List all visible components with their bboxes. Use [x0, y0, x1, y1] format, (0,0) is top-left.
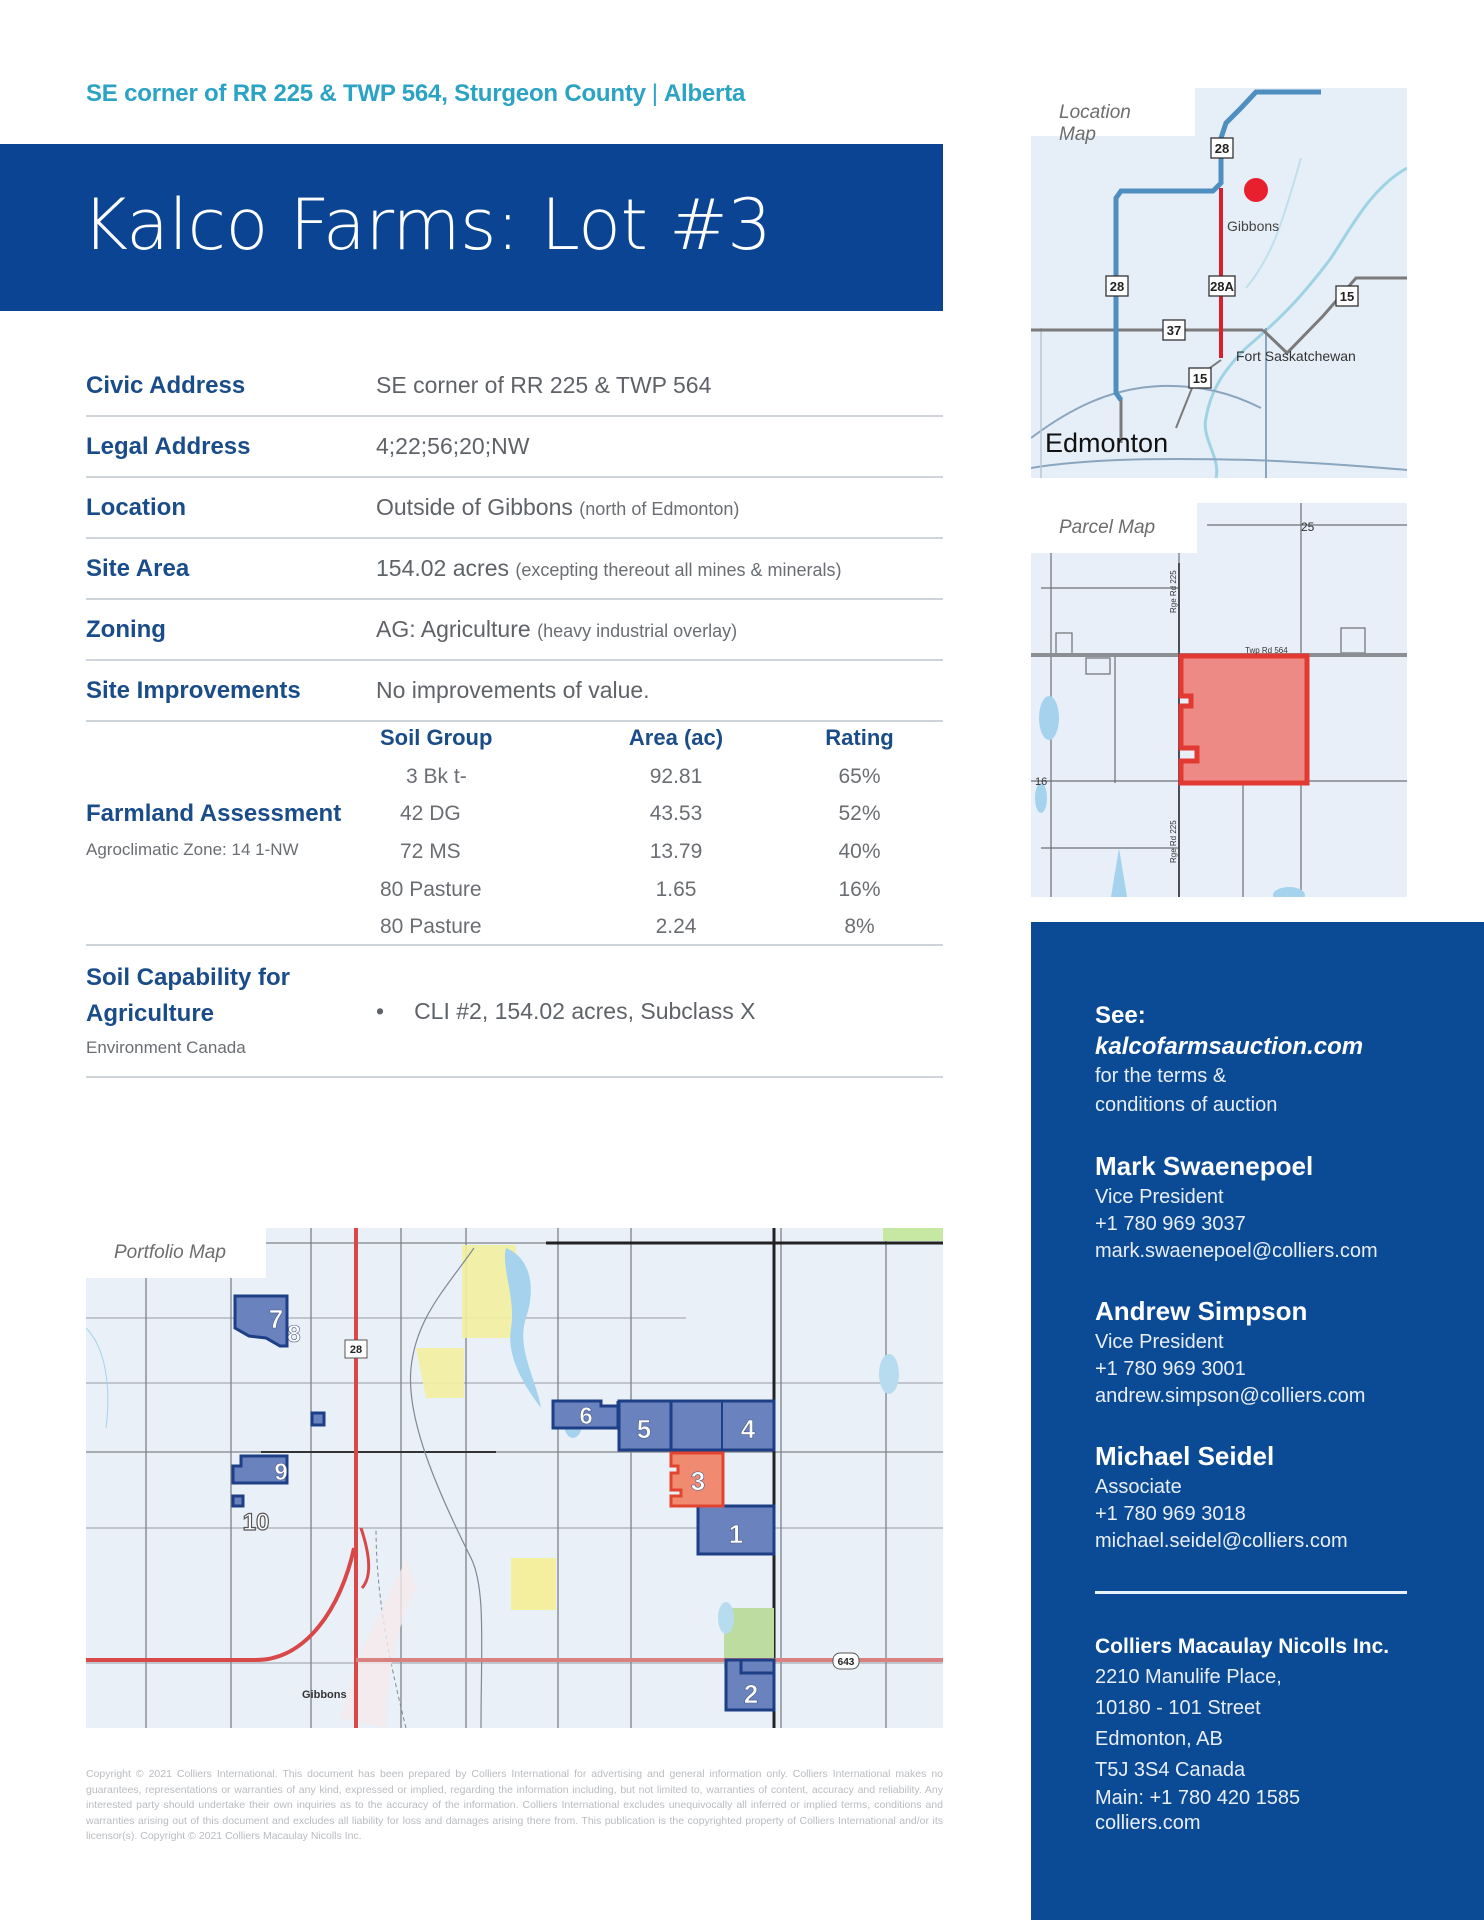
soil-group: 3 Bk t-	[406, 764, 467, 788]
place-gibbons: Gibbons	[1227, 218, 1280, 234]
subtitle-location: SE corner of RR 225 & TWP 564, Sturgeon County	[86, 80, 646, 107]
location-map-graphic	[1031, 88, 1407, 478]
company-address-3: Edmonton, AB	[1095, 1728, 1223, 1750]
fact-site-improvements	[86, 661, 943, 722]
table-row	[376, 908, 943, 946]
contact-panel	[1031, 922, 1484, 1920]
fact-civic-address	[86, 356, 943, 417]
svg-text:16: 16	[1035, 776, 1048, 788]
fact-note: (heavy industrial overlay)	[537, 621, 738, 641]
rating: 52%	[838, 802, 881, 826]
bullet-icon: •	[376, 998, 385, 1024]
company-name: Colliers Macaulay Nicolls Inc.	[1095, 1635, 1390, 1658]
svg-text:1: 1	[728, 1519, 744, 1549]
company-info	[1095, 1632, 1435, 1836]
portfolio-map-label: Portfolio Map	[86, 1228, 266, 1278]
column-header: Rating	[825, 725, 894, 750]
contact-title: Vice President	[1095, 1186, 1224, 1208]
contact-email[interactable]: andrew.simpson@colliers.com	[1095, 1385, 1366, 1407]
location-subtitle	[86, 80, 745, 108]
svg-text:3: 3	[690, 1466, 706, 1496]
company-main-phone[interactable]: Main: +1 780 420 1585	[1095, 1787, 1301, 1809]
column-header: Area (ac)	[628, 725, 724, 750]
fact-value: No improvements of value.	[376, 677, 650, 703]
svg-text:4: 4	[740, 1414, 756, 1444]
soil-group: 80 Pasture	[380, 877, 482, 901]
svg-text:10: 10	[242, 1509, 270, 1536]
svg-text:Rge Rd 225: Rge Rd 225	[1169, 570, 1178, 613]
svg-text:5: 5	[636, 1414, 652, 1444]
fact-location	[86, 478, 943, 539]
soil-capability-source: Environment Canada	[86, 1038, 246, 1057]
location-map-label: Location Map	[1031, 88, 1195, 136]
location-map[interactable]	[1031, 88, 1407, 478]
fact-value: 154.02 acres (excepting thereout all mines & minerals)	[376, 555, 842, 581]
see-label: See:	[1095, 1002, 1146, 1029]
portfolio-map-graphic	[86, 1228, 943, 1728]
rating: 40%	[838, 839, 881, 863]
contact-title: Vice President	[1095, 1331, 1224, 1353]
soil-group: 42 DG	[400, 802, 461, 826]
terms-text-1: for the terms &	[1095, 1065, 1227, 1087]
fact-label: Site Improvements	[86, 676, 301, 704]
table-row	[376, 833, 943, 871]
table-row	[376, 871, 943, 909]
fact-label: Civic Address	[86, 371, 246, 399]
soil-group: 72 MS	[400, 839, 461, 863]
contact-title: Associate	[1095, 1476, 1182, 1498]
fact-note: (excepting thereout all mines & minerals)	[515, 560, 842, 580]
fact-value: AG: Agriculture (heavy industrial overlay)	[376, 616, 738, 642]
fact-value: Outside of Gibbons (north of Edmonton)	[376, 494, 740, 520]
company-address-2: 10180 - 101 Street	[1095, 1697, 1261, 1719]
contact-email[interactable]: mark.swaenepoel@colliers.com	[1095, 1240, 1378, 1262]
svg-text:25: 25	[1301, 520, 1315, 534]
table-row	[376, 796, 943, 834]
place-edmonton: Edmonton	[1045, 428, 1169, 458]
agroclimatic-zone: Agroclimatic Zone: 14 1-NW	[86, 840, 299, 859]
parcel-map-graphic	[1031, 503, 1407, 897]
contact-name: Michael Seidel	[1095, 1441, 1275, 1471]
contact-name: Andrew Simpson	[1095, 1296, 1308, 1326]
fact-legal-address	[86, 417, 943, 478]
fact-label: Zoning	[86, 615, 166, 643]
rating: 16%	[838, 877, 881, 901]
svg-text:9: 9	[274, 1459, 288, 1486]
svg-text:Gibbons: Gibbons	[302, 1689, 347, 1701]
copyright-disclaimer: Copyright © 2021 Colliers International. This document has been prepared by Colliers International for advertising and general information only. Colliers International makes no guarantees, representations or warranties of any kind, expressed or implied, regarding the information including, but not limited to, warranties of content, accuracy and reliability. Any interested party should undertake their own inquiries as to the accuracy of the information. Colliers International excludes unequivocally all inferred or implied terms, conditions and warranties arising out of this document and excludes all liability for loss and damages arising there from. This publication is the copyrighted property of Colliers International and/or its licensor(s). Copyright © 2021 Colliers Macaulay Nicolls Inc.	[86, 1768, 943, 1842]
farmland-label: Farmland Assessment	[86, 800, 342, 827]
fact-label: Site Area	[86, 554, 190, 582]
company-website-link[interactable]: colliers.com	[1095, 1812, 1201, 1834]
contact-phone[interactable]: +1 780 969 3001	[1095, 1358, 1246, 1380]
title-band	[0, 144, 943, 311]
area: 1.65	[655, 877, 697, 901]
property-facts	[86, 356, 943, 722]
fact-zoning	[86, 600, 943, 661]
page-title: Kalco Farms: Lot #3	[82, 184, 772, 266]
company-address-4: T5J 3S4 Canada	[1095, 1759, 1246, 1781]
place-fort-saskatchewan: Fort Saskatchewan	[1236, 348, 1356, 364]
farmland-assessment	[86, 718, 943, 946]
soil-capability	[86, 946, 943, 1078]
rating: 8%	[844, 915, 875, 939]
contact-person	[1095, 1148, 1435, 1265]
table-row	[376, 758, 943, 796]
area: 13.79	[649, 839, 703, 863]
soil-capability-value: CLI #2, 154.02 acres, Subclass X	[414, 998, 756, 1024]
fact-site-area	[86, 539, 943, 600]
fact-value: SE corner of RR 225 & TWP 564	[376, 372, 712, 398]
svg-text:37: 37	[1166, 323, 1182, 338]
svg-text:6: 6	[579, 1403, 593, 1430]
shield-28-top: 28	[1214, 141, 1230, 156]
contact-person	[1095, 1293, 1435, 1410]
fact-value: 4;22;56;20;NW	[376, 433, 530, 459]
company-address-1: 2210 Manulife Place,	[1095, 1666, 1282, 1688]
contact-divider	[1095, 1591, 1407, 1594]
parcel-map-label: Parcel Map	[1031, 503, 1197, 553]
contact-phone[interactable]: +1 780 969 3037	[1095, 1213, 1246, 1235]
fact-label: Legal Address	[86, 432, 251, 460]
contact-phone[interactable]: +1 780 969 3018	[1095, 1503, 1246, 1525]
portfolio-map[interactable]	[86, 1228, 943, 1728]
parcel-map[interactable]	[1031, 503, 1407, 897]
area: 43.53	[649, 802, 703, 826]
soil-capability-label: Soil Capability for Agriculture	[86, 964, 291, 1027]
auction-website-link[interactable]: kalcofarmsauction.com	[1095, 1033, 1364, 1060]
svg-text:643: 643	[837, 1657, 855, 1668]
subtitle-region: Alberta	[663, 80, 746, 107]
svg-text:7: 7	[268, 1304, 284, 1334]
column-header: Soil Group	[380, 725, 493, 750]
soil-table	[376, 718, 943, 946]
svg-text:15: 15	[1339, 289, 1355, 304]
svg-text:2: 2	[743, 1679, 759, 1709]
contact-email[interactable]: michael.seidel@colliers.com	[1095, 1530, 1348, 1552]
soil-group: 80 Pasture	[380, 915, 482, 939]
svg-text:15: 15	[1192, 371, 1208, 386]
rating: 65%	[838, 764, 881, 788]
svg-text:Twp Rd 564: Twp Rd 564	[1245, 646, 1288, 655]
svg-text:28A: 28A	[1210, 279, 1234, 294]
fact-label: Location	[86, 493, 186, 521]
area: 92.81	[649, 764, 703, 788]
contact-person	[1095, 1438, 1435, 1555]
terms-text-2: conditions of auction	[1095, 1094, 1278, 1116]
svg-text:28: 28	[1109, 279, 1125, 294]
contact-name: Mark Swaenepoel	[1095, 1151, 1314, 1181]
subtitle-separator: |	[651, 80, 658, 107]
soil-table-header	[376, 718, 943, 758]
farmland-heading	[86, 800, 341, 860]
fact-note: (north of Edmonton)	[579, 499, 740, 519]
area: 2.24	[655, 915, 697, 939]
soil-capability-item	[376, 998, 755, 1025]
svg-text:8: 8	[287, 1321, 301, 1348]
svg-text:28: 28	[349, 1344, 363, 1356]
svg-text:Rge Rd 225: Rge Rd 225	[1169, 820, 1178, 863]
